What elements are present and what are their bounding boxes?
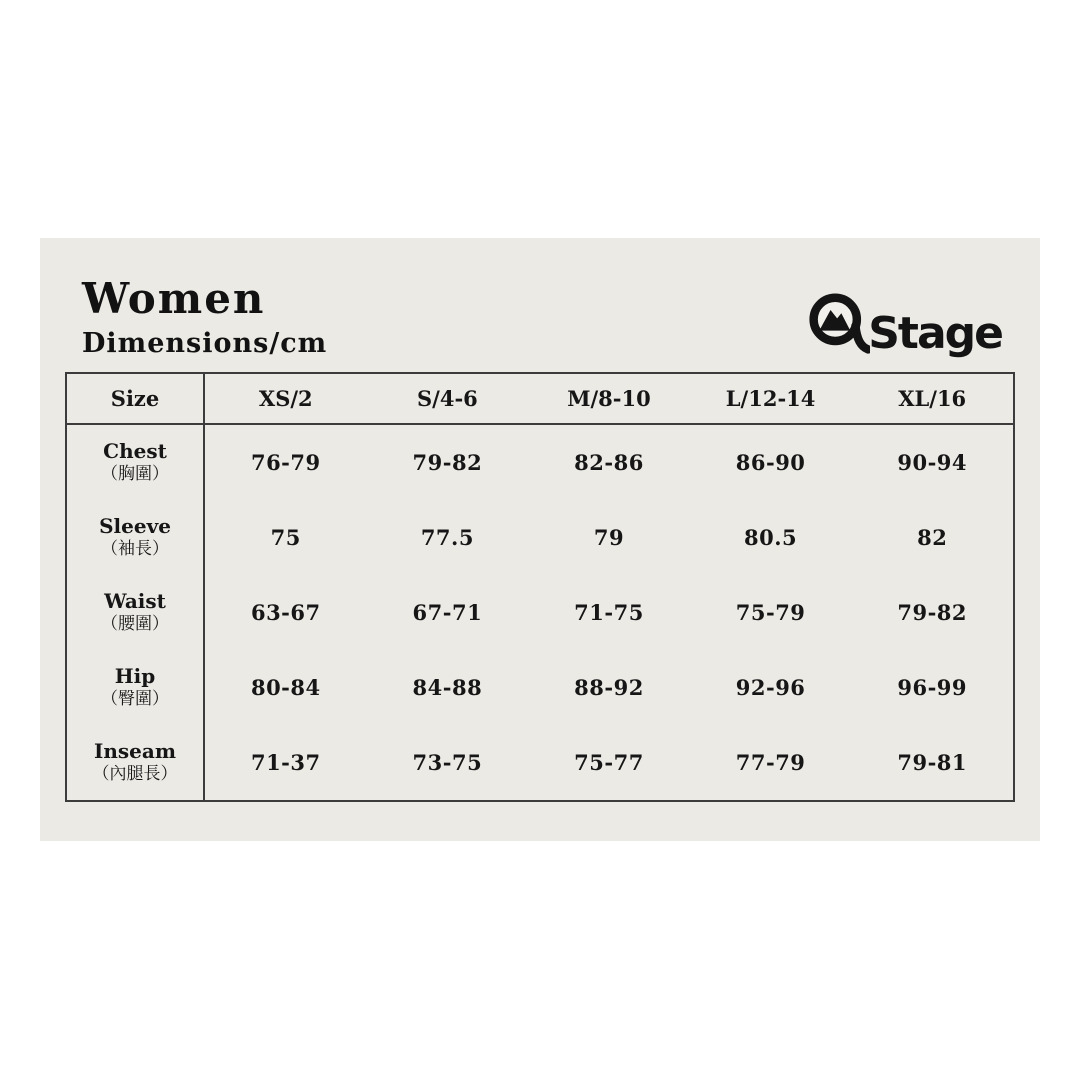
row-label-en: Sleeve [99, 514, 171, 539]
row-label-en: Waist [104, 589, 166, 614]
table-cell: 76-79 [250, 450, 321, 475]
row-label-hip [67, 650, 205, 725]
table-cell: 73-75 [412, 750, 483, 775]
row-label-zh: （內腿長） [92, 764, 178, 785]
table-cell: 75-77 [574, 750, 644, 775]
table-cell: 82-86 [574, 450, 644, 475]
table-cell: 88-92 [574, 675, 644, 700]
column-header-m [528, 374, 690, 425]
row-label-zh: （腰圍） [101, 614, 169, 635]
table-cell: 86-90 [735, 450, 806, 475]
column-header-label: Size [110, 386, 160, 411]
row-label-en: Chest [103, 439, 167, 464]
table-cell: 77-79 [735, 750, 806, 775]
size-chart-card [40, 238, 1040, 841]
column-header-label: M/8-10 [567, 386, 651, 411]
column-header-label: XL/16 [898, 386, 967, 411]
column-header-label: L/12-14 [725, 386, 816, 411]
table-cell: 79-82 [897, 600, 968, 625]
table-cell: 80-84 [250, 675, 321, 700]
table-cell: 82 [917, 525, 948, 550]
table-cell: 71-37 [250, 750, 321, 775]
column-header-s [367, 374, 529, 425]
row-label-zh: （胸圍） [101, 464, 169, 485]
table-cell: 84-88 [412, 675, 483, 700]
size-table [65, 372, 1015, 802]
table-cell: 79-82 [412, 450, 483, 475]
row-label-zh: （臀圍） [101, 689, 169, 710]
table-cell: 71-75 [574, 600, 644, 625]
table-cell: 79-81 [897, 750, 968, 775]
row-label-en: Inseam [93, 739, 176, 764]
table-cell: 90-94 [897, 450, 968, 475]
row-label-chest [67, 425, 205, 500]
row-label-en: Hip [114, 664, 156, 689]
page-title: Women [82, 274, 266, 323]
table-cell: 96-99 [897, 675, 968, 700]
brand-logo [808, 292, 1002, 358]
table-cell: 77.5 [420, 525, 474, 550]
mountain-circle-icon [808, 292, 870, 358]
table-cell: 79 [593, 525, 625, 550]
row-label-sleeve [67, 500, 205, 575]
title-block [82, 274, 328, 359]
table-cell: 92-96 [735, 675, 806, 700]
table-cell: 75 [270, 525, 301, 550]
table-cell: 80.5 [744, 525, 798, 550]
row-label-inseam [67, 725, 205, 800]
row-label-waist [67, 575, 205, 650]
table-cell: 63-67 [250, 600, 321, 625]
page-subtitle: Dimensions/cm [82, 328, 328, 359]
column-header-l [690, 374, 852, 425]
column-header-size [67, 374, 205, 425]
column-header-xs [205, 374, 367, 425]
row-label-zh: （袖長） [101, 539, 169, 560]
table-cell: 75-79 [735, 600, 806, 625]
column-header-label: XS/2 [258, 386, 313, 411]
brand-name: Stage [868, 308, 1002, 359]
column-header-label: S/4-6 [417, 386, 478, 411]
column-header-xl [851, 374, 1013, 425]
table-cell: 67-71 [412, 600, 483, 625]
